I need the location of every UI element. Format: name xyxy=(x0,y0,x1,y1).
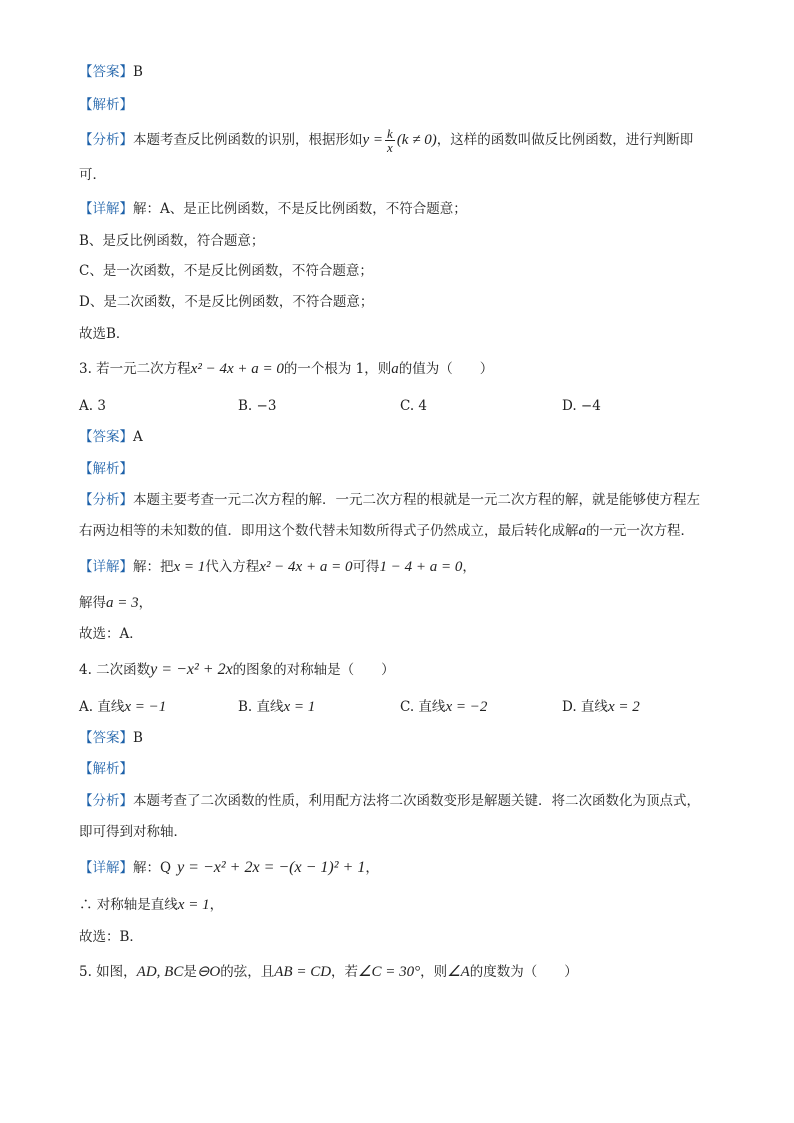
xiangjie-label: 【详解】 xyxy=(79,559,133,575)
xiangjie-label: 【详解】 xyxy=(79,860,133,876)
therefore-eq: x = 1 xyxy=(177,897,210,913)
q4-option-c-label: C. 直线 xyxy=(400,699,446,715)
q3-fenxi-line1 xyxy=(79,491,700,509)
fenxi-label: 【分析】 xyxy=(79,132,133,148)
q5-stem-mid4: ，则 xyxy=(420,964,448,980)
q4-option-b xyxy=(238,698,315,716)
q3-xiangjie-line xyxy=(79,558,476,576)
q3-analysis-heading xyxy=(79,460,133,478)
q4-option-d-eq: x = 2 xyxy=(607,699,640,715)
solve-end: ， xyxy=(138,595,153,611)
q4-answer-line xyxy=(79,729,143,747)
q2-analysis-heading xyxy=(79,96,133,114)
analysis-label: 【解析】 xyxy=(79,761,133,777)
q3-stem-post: 的值为（ ） xyxy=(398,361,494,377)
fenxi-text: 本题主要考查一元二次方程的解．一元二次方程的根就是一元二次方程的解，就是能够使方程左 xyxy=(133,492,700,508)
xiangjie-mid2: 可得 xyxy=(352,559,380,575)
solve-eq: a = 3 xyxy=(106,595,139,611)
q5-circle: ⊖O xyxy=(196,964,221,980)
therefore-end: ， xyxy=(209,897,224,913)
answer-value: A xyxy=(133,429,143,445)
answer-value: B xyxy=(133,730,143,746)
q5-angle: ∠C = 30° xyxy=(358,964,421,980)
fraction-numerator: k xyxy=(387,126,393,141)
q5-stem-mid3: ，若 xyxy=(331,964,359,980)
q2-line-b: B、是反比例函数，符合题意； xyxy=(79,233,265,249)
q3-option-b: B. −3 xyxy=(238,398,277,414)
therefore-pre: ∴ 对称轴是直线 xyxy=(79,897,178,913)
q3-stem-pre: 3. 若一元二次方程 xyxy=(79,361,191,377)
q4-option-a-eq: x = −1 xyxy=(124,699,167,715)
solve-pre: 解得 xyxy=(79,595,106,611)
fraction-denominator: x xyxy=(387,140,393,155)
q4-xiangjie-line xyxy=(79,859,379,877)
q3-stem xyxy=(79,360,493,378)
q4-stem-pre: 4. 二次函数 xyxy=(79,662,151,678)
q3-conclusion: 故选：A． xyxy=(79,626,143,642)
xiangjie-end: ， xyxy=(462,559,476,575)
q4-fenxi-line1 xyxy=(79,792,700,810)
q5-arcs: AB = CD xyxy=(274,964,332,980)
q3-option-c: C. 4 xyxy=(400,398,428,414)
analysis-label: 【解析】 xyxy=(79,97,133,113)
xiangjie-end: ， xyxy=(365,860,379,876)
q3-option-a: A. 3 xyxy=(79,398,106,414)
q3-fenxi-line2 xyxy=(79,522,694,540)
fenxi-text-post: 的一元一次方程． xyxy=(586,523,694,539)
fenxi-text: 本题考查反比例函数的识别，根据形如 xyxy=(133,132,363,148)
q5-stem xyxy=(79,963,578,981)
q2-fenxi-line xyxy=(79,126,693,154)
q3-stem-mid: 的一个根为 1，则 xyxy=(283,361,392,377)
q2-fenxi-cont: 可． xyxy=(79,167,106,183)
xiangjie-eq: y = −x² + 2x = −(x − 1)² + 1 xyxy=(177,859,366,876)
q4-stem xyxy=(79,661,395,679)
q5-stem-mid: 是 xyxy=(183,964,197,980)
q4-analysis-heading xyxy=(79,760,133,778)
q4-option-c xyxy=(400,698,487,716)
fraction xyxy=(385,127,395,154)
q3-solve-line xyxy=(79,594,152,612)
fenxi-var: a xyxy=(578,523,586,539)
formula-condition: (k ≠ 0) xyxy=(396,132,437,148)
q3-stem-eq: x² − 4x + a = 0 xyxy=(190,361,284,377)
q4-option-d xyxy=(562,698,640,716)
analysis-label: 【解析】 xyxy=(79,461,133,477)
q4-conclusion: 故选：B． xyxy=(79,929,143,945)
q4-option-b-label: B. 直线 xyxy=(238,699,284,715)
answer-label: 【答案】 xyxy=(79,429,133,445)
xiangjie-pre: 解：把 xyxy=(133,559,174,575)
q4-stem-post: 的图象的对称轴是（ ） xyxy=(232,662,395,678)
q2-line-d: D、是二次函数，不是反比例函数，不符合题意； xyxy=(79,294,374,310)
formula-lhs: y = xyxy=(362,132,384,148)
q4-stem-eq: y = −x² + 2x xyxy=(150,661,233,678)
answer-value: B xyxy=(133,64,143,80)
q2-line-c: C、是一次函数，不是反比例函数，不符合题意； xyxy=(79,263,373,279)
q4-option-a xyxy=(79,698,166,716)
q5-chords: AD, BC xyxy=(136,964,184,980)
xiangjie-eq: x² − 4x + a = 0 xyxy=(259,559,353,575)
q4-option-b-eq: x = 1 xyxy=(283,699,316,715)
q2-answer-line xyxy=(79,63,143,81)
q5-target: ∠A xyxy=(447,964,470,980)
q2-xiangjie-line xyxy=(79,200,467,218)
fenxi-label: 【分析】 xyxy=(79,793,133,809)
q5-stem-pre: 5. 如图， xyxy=(79,964,137,980)
q4-option-d-label: D. 直线 xyxy=(562,699,608,715)
q3-option-d: D. −4 xyxy=(562,398,601,414)
xiangjie-text: 解：A、是正比例函数，不是反比例函数，不符合题意； xyxy=(133,201,467,217)
fenxi-text-post: ，这样的函数叫做反比例函数，进行判断即 xyxy=(436,132,694,148)
xiangjie-label: 【详解】 xyxy=(79,201,133,217)
xiangjie-sub: x = 1 xyxy=(173,559,206,575)
fenxi-label: 【分析】 xyxy=(79,492,133,508)
xiangjie-pre: 解：Q xyxy=(133,860,172,876)
q5-stem-mid2: 的弦，且 xyxy=(220,964,275,980)
q4-option-c-eq: x = −2 xyxy=(445,699,488,715)
q3-answer-line xyxy=(79,428,143,446)
q3-stem-var: a xyxy=(391,361,399,377)
fenxi-text-pre: 右两边相等的未知数的值．即用这个数代替未知数所得式子仍然成立，最后转化成解 xyxy=(79,523,579,539)
q4-fenxi-line2: 即可得到对称轴． xyxy=(79,824,187,840)
xiangjie-result: 1 − 4 + a = 0 xyxy=(379,559,463,575)
q2-conclusion: 故选B． xyxy=(79,326,130,342)
answer-label: 【答案】 xyxy=(79,64,133,80)
q5-stem-post: 的度数为（ ） xyxy=(469,964,578,980)
q4-therefore-line xyxy=(79,896,223,914)
answer-label: 【答案】 xyxy=(79,730,133,746)
fenxi-text: 本题考查了二次函数的性质，利用配方法将二次函数变形是解题关键．将二次函数化为顶点式， xyxy=(133,793,700,809)
xiangjie-mid: 代入方程 xyxy=(205,559,260,575)
q4-option-a-label: A. 直线 xyxy=(79,699,125,715)
